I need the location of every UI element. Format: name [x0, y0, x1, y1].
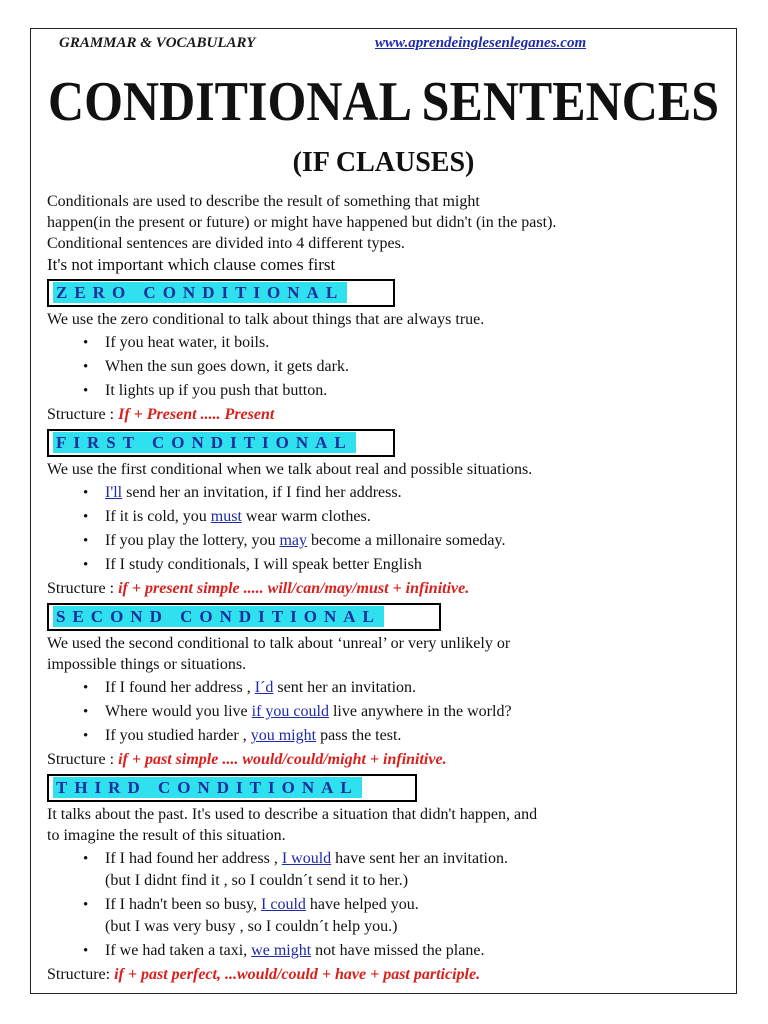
third-heading-text: THIRD CONDITIONAL	[53, 777, 362, 798]
first-conditional-heading	[47, 429, 395, 457]
second-description	[47, 633, 727, 675]
example-text: have sent her an invitation.	[331, 850, 508, 867]
website-link[interactable]: www.aprendeinglesenleganes.com	[375, 35, 587, 51]
example-text: sent her an invitation.	[273, 679, 417, 696]
third-conditional-heading	[47, 774, 417, 802]
example-text: live anywhere in the world?	[328, 703, 512, 720]
intro	[47, 191, 727, 275]
zero-description: We use the zero conditional to talk about things that are always true.	[47, 311, 485, 328]
example-text: send her an invitation, if I find her address.	[122, 484, 402, 501]
header-bar	[59, 35, 716, 55]
structure-formula: if + past perfect, ...would/could + have + past participle.	[114, 966, 481, 983]
example-item	[105, 506, 727, 528]
example-item: • If I study conditionals, I will speak better English	[105, 554, 727, 576]
third-examples	[47, 848, 727, 962]
example-item	[105, 940, 727, 962]
description-line: We used the second conditional to talk about ‘unreal’ or very unlikely or	[47, 635, 511, 652]
example-item	[105, 848, 727, 892]
first-description: We use the first conditional when we talk about real and possible situations.	[47, 461, 533, 478]
structure-label: Structure :	[47, 751, 115, 768]
highlighted-phrase: you might	[250, 727, 317, 744]
third-description	[47, 804, 727, 846]
example-item	[105, 530, 727, 552]
second-heading-text: SECOND CONDITIONAL	[53, 606, 384, 627]
description-line: impossible things or situations.	[47, 656, 247, 673]
example-item: • When the sun goes down, it gets dark.	[105, 356, 727, 378]
example-text: have helped you.	[305, 896, 419, 913]
example-text: become a millonaire someday.	[307, 532, 506, 549]
structure-label: Structure :	[47, 580, 115, 597]
highlighted-phrase: I´d	[254, 679, 274, 696]
example-item: • It lights up if you push that button.	[105, 380, 727, 402]
first-structure	[47, 578, 727, 599]
example-text: If you play the lottery, you	[105, 532, 280, 549]
intro-line: It's not important which clause comes first	[47, 255, 336, 274]
example-note: (but I didnt find it , so I couldn´t send it to her.)	[105, 872, 409, 889]
zero-examples	[47, 332, 727, 402]
page-subtitle: (IF CLAUSES)	[292, 147, 475, 178]
highlighted-phrase: may	[279, 532, 308, 549]
example-text: Where would you live	[105, 703, 252, 720]
intro-line: Conditionals are used to describe the result of something that might	[47, 193, 480, 210]
highlighted-phrase: I could	[261, 896, 306, 913]
second-examples	[47, 677, 727, 747]
intro-line: happen(in the present or future) or might have happened but didn't (in the past).	[47, 214, 557, 231]
second-conditional-heading	[47, 603, 441, 631]
zero-conditional-heading	[47, 279, 395, 307]
second-structure	[47, 749, 727, 770]
first-heading-text: FIRST CONDITIONAL	[53, 432, 356, 453]
first-examples	[47, 482, 727, 576]
example-text: If I had found her address ,	[105, 850, 282, 867]
example-text: If I found her address ,	[105, 679, 255, 696]
example-text: If I hadn't been so busy,	[105, 896, 262, 913]
page-frame	[30, 28, 737, 994]
highlighted-phrase: I'll	[105, 484, 123, 501]
third-structure	[47, 964, 727, 985]
example-item: • If you heat water, it boils.	[105, 332, 727, 354]
example-text: not have missed the plane.	[311, 942, 485, 959]
structure-label: Structure:	[47, 966, 111, 983]
example-note: (but I was very busy , so I couldn´t help you.)	[105, 918, 398, 935]
description-line: to imagine the result of this situation.	[47, 827, 286, 844]
example-text: pass the test.	[316, 727, 402, 744]
content	[47, 191, 727, 985]
example-text: If it is cold, you	[105, 508, 211, 525]
example-item	[105, 482, 727, 504]
example-text: If you studied harder ,	[105, 727, 251, 744]
description-line: It talks about the past. It's used to describe a situation that didn't happen, and	[47, 806, 538, 823]
highlighted-phrase: we might	[251, 942, 312, 959]
structure-formula: If + Present ..... Present	[118, 406, 275, 423]
header-category: GRAMMAR & VOCABULARY	[59, 35, 256, 51]
example-item	[105, 701, 727, 723]
example-text: If we had taken a taxi,	[105, 942, 252, 959]
structure-formula: if + present simple ..... will/can/may/must + infinitive.	[118, 580, 470, 597]
page-title: CONDITIONAL SENTENCES	[47, 69, 720, 133]
structure-label: Structure :	[47, 406, 115, 423]
structure-formula: if + past simple .... would/could/might + infinitive.	[118, 751, 447, 768]
highlighted-phrase: must	[210, 508, 242, 525]
highlighted-phrase: I would	[281, 850, 332, 867]
example-text: wear warm clothes.	[241, 508, 371, 525]
example-item	[105, 725, 727, 747]
example-item	[105, 894, 727, 938]
intro-line: Conditional sentences are divided into 4 different types.	[47, 235, 405, 252]
highlighted-phrase: if you could	[251, 703, 329, 720]
zero-heading-text: ZERO CONDITIONAL	[53, 282, 347, 303]
zero-structure	[47, 404, 727, 425]
example-item	[105, 677, 727, 699]
